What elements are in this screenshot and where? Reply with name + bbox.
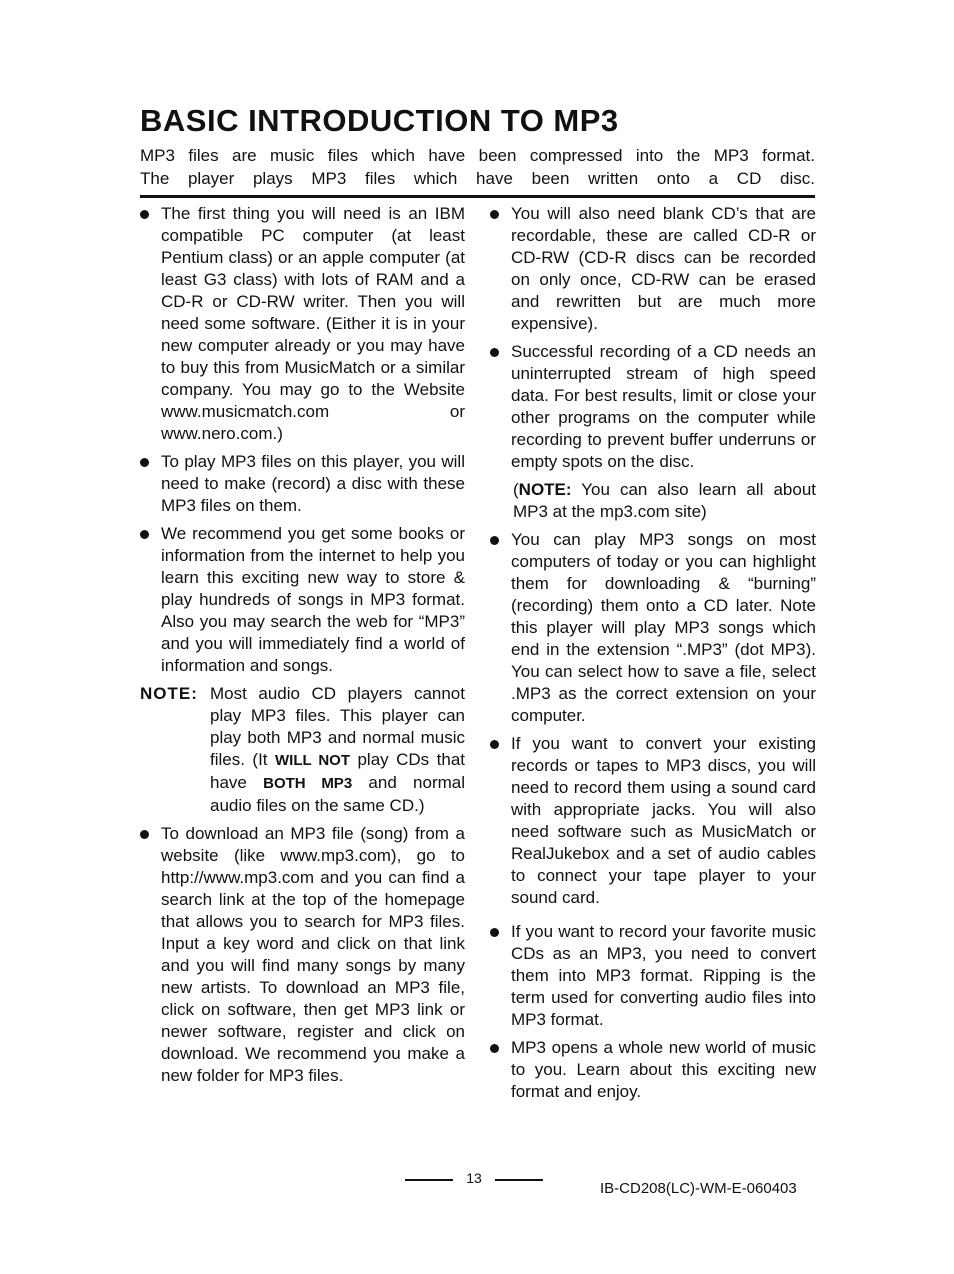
bullet-icon — [140, 458, 149, 467]
list-item-text: If you want to convert your existing records or tapes to MP3 discs, you will need to record them using a sound card with appropriate jacks. You will also need software such as MusicMatch or RealJukebox and a set of audio cables to connect your tape player to your sound card. — [511, 734, 816, 907]
intro-paragraph — [140, 145, 815, 190]
list-item — [490, 341, 816, 473]
list-item-text: MP3 opens a whole new world of music to you. Learn about this exciting new format and enjoy. — [511, 1038, 816, 1101]
bullet-icon — [140, 830, 149, 839]
bullet-icon — [490, 348, 499, 357]
list-item — [490, 733, 816, 909]
note-text: play CDs that have — [210, 750, 465, 792]
bullet-icon — [140, 530, 149, 539]
list-item — [140, 203, 465, 445]
bullet-icon — [490, 210, 499, 219]
bullet-icon — [490, 1044, 499, 1053]
note-text: You can also learn all about MP3 at the mp3.com site) — [513, 480, 816, 521]
list-item-text: You can play MP3 songs on most computers of today or you can highlight them for downloading & “burning” (recording) them onto a CD later. Note this player will play MP3 songs which end in the extension “.MP3” (dot MP3). You can select how to save a file, select .MP3 as the correct extension on your computer. — [511, 530, 816, 725]
note-paren: ( — [513, 480, 519, 499]
page-title: BASIC INTRODUCTION TO MP3 — [140, 103, 619, 138]
list-item — [490, 1037, 816, 1103]
page-number: 13 — [466, 1170, 482, 1186]
bullet-icon — [490, 928, 499, 937]
bullet-icon — [140, 210, 149, 219]
footer-rule-right — [495, 1179, 543, 1181]
intro-line-2: The player plays MP3 files which have been written onto a CD disc. — [140, 168, 815, 188]
note-text: Most audio CD players cannot play MP3 files. This player can play both MP3 and normal music files. (It — [210, 684, 465, 769]
list-item-text: To download an MP3 file (song) from a website (like www.mp3.com), go to http://www.mp3.com and you can find a search link at the top of the homepage that allows you to search for MP3 files. Input a key word and click on that link and you will find many songs by many new artists. To download an MP3 file, click on software, then get MP3 link or newer software, register and click on download. We recommend you make a new folder for MP3 files. — [161, 824, 465, 1085]
list-item-text: Successful recording of a CD needs an uninterrupted stream of high speed data. For best results, limit or close your other programs on the computer while recording to prevent buffer underruns or empty spots on the disc. — [511, 342, 816, 471]
document-code: IB-CD208(LC)-WM-E-060403 — [600, 1180, 797, 1197]
left-column — [140, 203, 465, 1093]
list-item — [140, 451, 465, 517]
list-item-text: To play MP3 files on this player, you will need to make (record) a disc with these MP3 files on them. — [161, 452, 465, 515]
bullet-icon — [490, 740, 499, 749]
list-item-text: You will also need blank CD’s that are recordable, these are called CD-R or CD-RW (CD-R discs can be recorded on only once, CD-RW can be erased and rewritten but are much more expensive). — [511, 204, 816, 333]
footer-rule-left — [405, 1179, 453, 1181]
note-label: NOTE: — [518, 480, 572, 499]
title-divider — [140, 195, 815, 198]
note-emphasis: WILL NOT — [275, 752, 350, 769]
note-emphasis: BOTH MP3 — [263, 775, 353, 792]
bullet-icon — [490, 536, 499, 545]
mp3-site-note — [490, 479, 816, 523]
compatibility-note — [140, 683, 465, 817]
right-column — [490, 203, 816, 1109]
list-item — [490, 921, 816, 1031]
list-item-text: The first thing you will need is an IBM compatible PC computer (at least Pentium class) or an apple computer (at least G3 class) with lots of RAM and a CD-R or CD-RW writer. Then you will need some software. (Either it is in your new computer already or you may have to buy this from MusicMatch or a similar company. You may go to the Website www.musicmatch.com or www.nero.com.) — [161, 204, 465, 443]
list-item-text: If you want to record your favorite music CDs as an MP3, you need to convert them into MP3 format. Ripping is the term used for converting audio files into MP3 format. — [511, 922, 816, 1029]
list-item-text: We recommend you get some books or information from the internet to help you learn this exciting new way to store & play hundreds of songs in MP3 format. Also you may search the web for “MP3” and you will immediately find a world of information and songs. — [161, 524, 465, 675]
list-item — [490, 203, 816, 335]
list-item — [490, 529, 816, 727]
note-text: and normal audio files on the same CD.) — [210, 773, 465, 815]
intro-line-1: MP3 files are music files which have been compressed into the MP3 format. — [140, 146, 815, 165]
list-item — [140, 823, 465, 1087]
note-label: NOTE: — [140, 684, 198, 703]
list-item — [140, 523, 465, 677]
